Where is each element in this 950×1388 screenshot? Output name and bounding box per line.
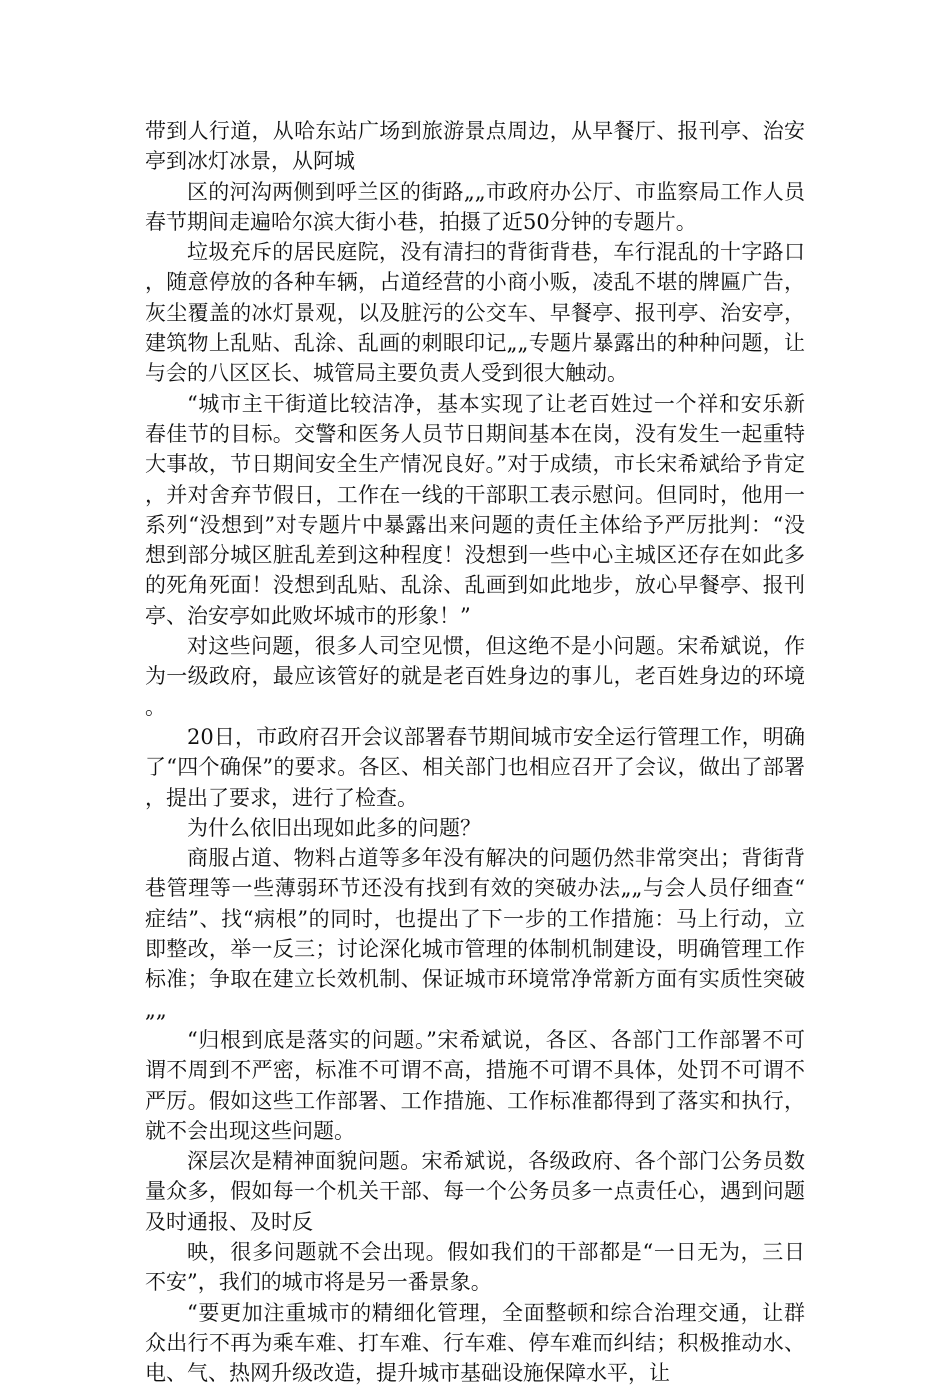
paragraph: 对这些问题，很多人司空见惯，但这绝不是小问题。宋希斌说，作为一级政府，最应该管好的就是老百姓身边的事儿，老百姓身边的环境。: [145, 634, 805, 719]
paragraph: 垃圾充斥的居民庭院，没有清扫的背街背巷，车行混乱的十字路口，随意停放的各种车辆，占道经营的小商小贩，凌乱不堪的牌匾广告，灰尘覆盖的冰灯景观，以及脏污的公交车、早餐亭、报刊亭、治安亭，建筑物上乱贴、乱涂、乱画的刺眼印记„„专题片暴露出的种种问题，让与会的八区区长、城管局主要负责人受到很大触动。: [145, 240, 805, 386]
paragraph: 映，很多问题就不会出现。假如我们的干部都是“一日无为，三日不安”，我们的城市将是另一番景象。: [145, 1239, 805, 1295]
paragraph: “要更加注重城市的精细化管理，全面整顿和综合治理交通，让群众出行不再为乘车难、打车难、行车难、停车难而纠结；积极推动水、电、气、热网升级改造，提升城市基础设施保障水平，让: [145, 1300, 805, 1386]
paragraph: 带到人行道，从哈东站广场到旅游景点周边，从早餐厅、报刊亭、治安亭到冰灯冰景，从阿城: [145, 119, 805, 174]
article-body: [145, 116, 805, 1388]
paragraph: 20日，市政府召开会议部署春节期间城市安全运行管理工作，明确了“四个确保”的要求。各区、相关部门也相应召开了会议，做出了部署，提出了要求，进行了检查。: [145, 724, 805, 810]
paragraph: “归根到底是落实的问题。”宋希斌说，各区、各部门工作部署不可谓不周到不严密，标准不可谓不高，措施不可谓不具体，处罚不可谓不严厉。假如这些工作部署、工作措施、工作标准都得到了落实和执行，就不会出现这些问题。: [145, 1027, 805, 1143]
paragraph: 区的河沟两侧到呼兰区的街路„„市政府办公厅、市监察局工作人员春节期间走遍哈尔滨大街小巷，拍摄了近50分钟的专题片。: [145, 179, 805, 234]
paragraph: 深层次是精神面貌问题。宋希斌说，各级政府、各个部门公务员数量众多，假如每一个机关干部、每一个公务员多一点责任心，遇到问题及时通报、及时反: [145, 1149, 805, 1234]
paragraph: 商服占道、物料占道等多年没有解决的问题仍然非常突出；背街背巷管理等一些薄弱环节还没有找到有效的突破办法„„与会人员仔细查“症结”、找“病根”的同时，也提出了下一步的工作措施：马上行动，立即整改，举一反三；讨论深化城市管理的体制机制建设，明确管理工作标准；争取在建立长效机制、保证城市环境常净常新方面有实质性突破„„: [145, 846, 805, 1022]
paragraph: “城市主干街道比较洁净，基本实现了让老百姓过一个祥和安乐新春佳节的目标。交警和医务人员节日期间基本在岗，没有发生一起重特大事故，节日期间安全生产情况良好。”对于成绩，市长宋希斌给予肯定，并对舍弃节假日，工作在一线的干部职工表示慰问。但同时，他用一系列“没想到”对专题片中暴露出来问题的责任主体给予严厉批判：“没想到部分城区脏乱差到这种程度！没想到一些中心主城区还存在如此多的死角死面！没想到乱贴、乱涂、乱画到如此地步，放心早餐亭、报刊亭、治安亭如此败坏城市的形象！”: [145, 391, 805, 628]
paragraph: 为什么依旧出现如此多的问题？: [187, 815, 481, 840]
